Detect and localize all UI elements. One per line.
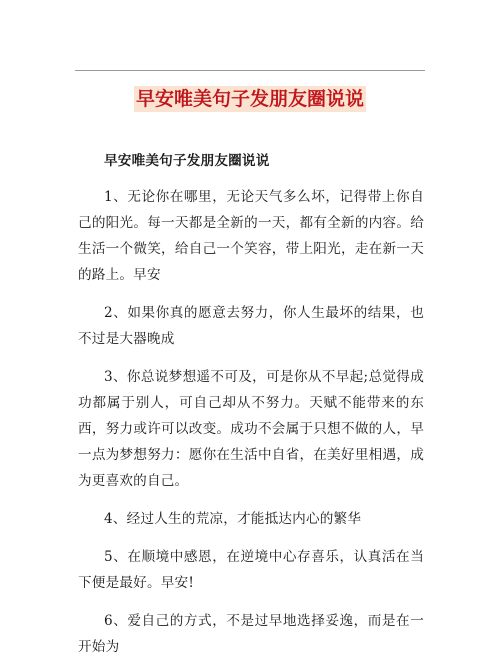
paragraph-2: 2、如果你真的愿意去努力，你人生最坏的结果，也不过是大器晚成 bbox=[78, 305, 424, 347]
page-title: 早安唯美句子发朋友圈说说 bbox=[135, 88, 364, 110]
section-heading: 早安唯美句子发朋友圈说说 bbox=[104, 153, 270, 169]
paragraph-1: 1、无论你在哪里，无论天气多么坏，记得带上你自己的阳光。每一天都是全新的一天，都有全新的内容。给生活一个微笑，给自己一个笑容，带上阳光，走在新一天的路上。早安 bbox=[78, 189, 424, 283]
paragraph-5: 5、在顺境中感恩，在逆境中心存喜乐，认真活在当下便是最好。早安! bbox=[78, 549, 424, 591]
title-block bbox=[0, 86, 500, 112]
paragraph-6: 6、爱自己的方式，不是过早地选择妥逸，而是在一开始为 bbox=[78, 613, 424, 655]
article-body bbox=[78, 148, 424, 660]
paragraph-3: 3、你总说梦想遥不可及，可是你从不早起;总觉得成功都属于别人，可自己却从不努力。天赋不能带来的东西，努力或许可以改变。成功不会属于只想不做的人，早一点为梦想努力：愿你在生活中自省，在美好里相遇，成为更喜欢的自己。 bbox=[78, 369, 424, 489]
paragraph-4: 4、经过人生的荒凉，才能抵达内心的繁华 bbox=[104, 511, 362, 527]
header-rule bbox=[75, 70, 425, 71]
